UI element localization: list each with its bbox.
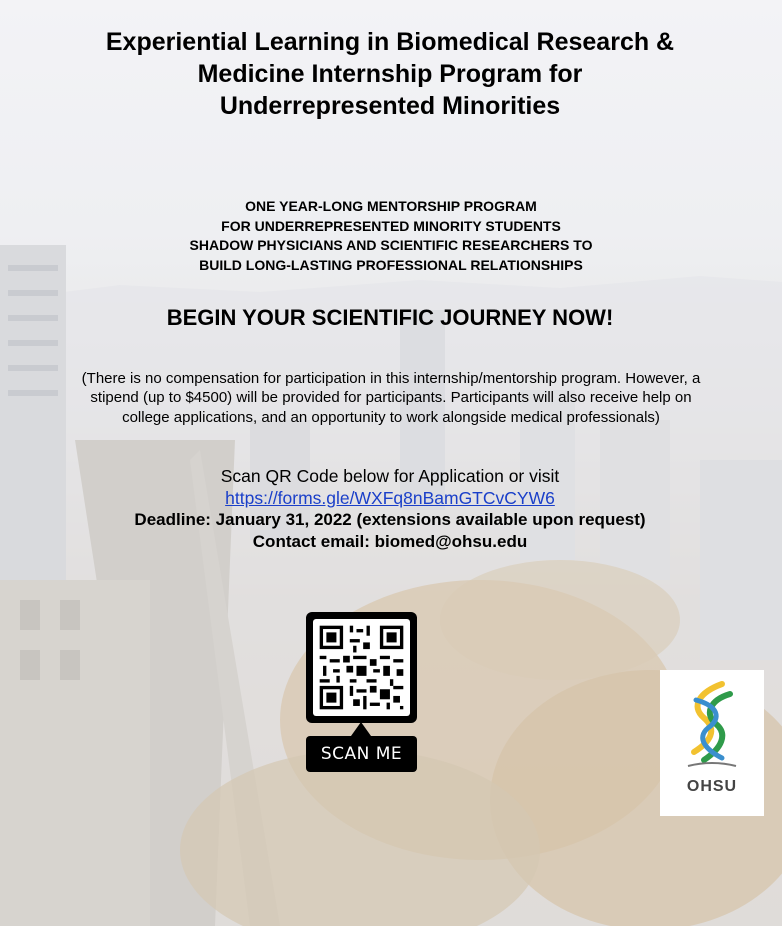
deadline-text: Deadline: January 31, 2022 (extensions available upon request) [134,510,646,529]
title-line: Medicine Internship Program for [197,60,583,88]
ohsu-logo [660,670,764,816]
program-description [60,197,722,275]
qr-code-frame [306,612,417,723]
description-line: FOR UNDERREPRESENTED MINORITY STUDENTS [221,217,561,234]
description-line: BUILD LONG-LASTING PROFESSIONAL RELATIONSHIPS [199,256,583,273]
application-form-link[interactable]: https://forms.gle/WXFq8nBamGTCvCYW6 [225,488,555,508]
title-line: Underrepresented Minorities [219,92,561,120]
description-line: ONE YEAR-LONG MENTORSHIP PROGRAM [245,198,537,214]
page-title [40,26,740,122]
scan-me-label: SCAN ME [306,736,417,772]
scan-instruction: Scan QR Code below for Application or visit [220,466,560,486]
contact-email: Contact email: biomed@ohsu.edu [252,532,528,551]
call-to-action-heading: BEGIN YOUR SCIENTIFIC JOURNEY NOW! [166,305,614,330]
title-line: Experiential Learning in Biomedical Research & [105,28,675,56]
qr-code-icon [313,619,410,716]
description-line: SHADOW PHYSICIANS AND SCIENTIFIC RESEARCHERS TO [189,237,593,253]
application-instructions [40,465,740,509]
qr-pointer-arrow [351,722,371,736]
logo-wordmark: OHSU [686,778,738,795]
qr-code-badge[interactable] [306,612,417,772]
compensation-note: (There is no compensation for participation in this internship/mentorship program. However, a stipend (up to $4500) will be provided for participants. Participants will also receive help on college applications, and an opportunity to work alongside medical professionals) [81,370,701,426]
ohsu-helix-logo-icon [660,670,764,774]
